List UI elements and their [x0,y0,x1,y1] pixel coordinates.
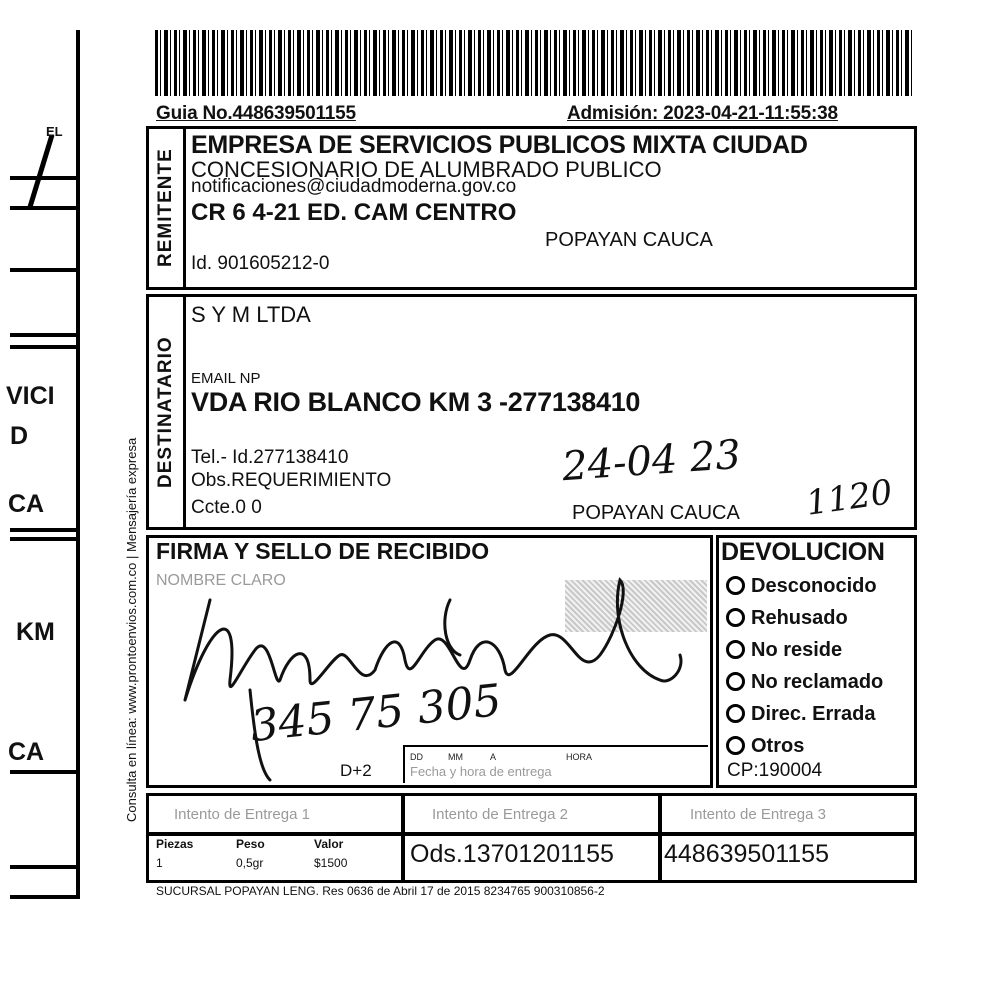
left-fragment-6: CA [8,738,45,766]
left-rule-6 [10,528,80,532]
radio-icon [726,608,745,627]
mm-label: MM [448,752,463,762]
destinatario-email: EMAIL NP [191,370,261,387]
left-rule-9 [10,865,80,869]
devolucion-options [726,570,883,762]
admision-date: Admisión: 2023-04-21-11:55:38 [567,103,838,124]
nombre-claro-label: NOMBRE CLARO [156,572,286,589]
option-desconocido[interactable]: Desconocido [726,570,883,602]
remitente-divider [183,126,186,290]
option-rehusado[interactable]: Rehusado [726,602,883,634]
handwritten-date: 24-04 23 [560,431,743,491]
destinatario-tel: Tel.- Id.277138410 [191,447,349,468]
barcode [155,30,915,96]
left-rule-4 [10,333,80,337]
left-rule-7 [10,537,80,541]
left-fragment-5: KM [16,618,55,646]
dd-label: DD [410,752,423,762]
left-fragment-2: VICI [6,382,55,410]
left-rule-10 [10,895,80,899]
firma-title: FIRMA Y SELLO DE RECIBIDO [156,538,490,564]
fecha-label: Fecha y hora de entrega [410,764,552,779]
piezas-value: 1 [156,856,163,870]
radio-icon [726,672,745,691]
left-fragment-3: D [10,422,29,450]
guia-number: Guia No.448639501155 [156,103,356,124]
peso-value: 0,5gr [236,856,264,870]
cp-code: CP:190004 [727,760,823,781]
devolucion-title: DEVOLUCION [721,538,885,566]
aa-label: A [490,752,497,762]
remitente-email: notificaciones@ciudadmoderna.gov.co [191,176,517,197]
sucursal-line: SUCURSAL POPAYAN LENG. Res 0636 de Abril 17 de 2015 8234765 900310856-2 [156,884,605,898]
piezas-label: Piezas [156,837,194,851]
option-otros[interactable]: Otros [726,730,883,762]
handwritten-time: 1120 [803,472,895,524]
intento-1: Intento de Entrega 1 [174,806,310,823]
remitente-city: POPAYAN CAUCA [545,229,713,251]
option-no-reclamado[interactable]: No reclamado [726,666,883,698]
hora-label: HORA [566,752,593,762]
handwritten-number: 345 75 305 [248,674,504,753]
valor-label: Valor [314,837,344,851]
left-rule-5 [10,345,80,349]
left-rule-8 [10,770,80,774]
radio-icon [726,704,745,723]
left-diagonal-mark [12,125,72,215]
option-direc-errada[interactable]: Direc. Errada [726,698,883,730]
left-vertical-rule [76,30,80,898]
destinatario-obs: Obs.REQUERIMIENTO [191,470,392,491]
remitente-line2: CONCESIONARIO DE ALUMBRADO PUBLICO [191,157,662,182]
sidebar-url: Consulta en línea: www.prontoenvios.com.co | Mensajería expresa [124,437,139,823]
guia-box-number: 448639501155 [664,840,829,868]
valor-value: $1500 [314,856,348,870]
option-no-reside[interactable]: No reside [726,634,883,666]
left-fragment-1: EL [46,124,63,139]
intento-2: Intento de Entrega 2 [432,806,568,823]
destinatario-city: POPAYAN CAUCA [572,502,740,524]
peso-label: Peso [236,837,265,851]
radio-icon [726,576,745,595]
remitente-label: REMITENTE [155,148,176,268]
destinatario-name: S Y M LTDA [191,302,311,327]
destinatario-address: VDA RIO BLANCO KM 3 -277138410 [191,387,641,417]
left-fragment-4: CA [8,490,45,518]
destinatario-label: DESTINATARIO [155,336,176,488]
destinatario-ccte: Ccte.0 0 [191,497,262,518]
remitente-line1: EMPRESA DE SERVICIOS PUBLICOS MIXTA CIUDAD [191,131,808,159]
remitente-address: CR 6 4-21 ED. CAM CENTRO [191,199,517,226]
d2-label: D+2 [340,761,372,780]
radio-icon [726,640,745,659]
remitente-id: Id. 901605212-0 [191,253,330,274]
intento-3: Intento de Entrega 3 [690,806,826,823]
destinatario-divider [183,294,186,530]
left-rule-3 [10,268,80,272]
radio-icon [726,736,745,755]
ods-number: Ods.13701201155 [410,840,614,868]
